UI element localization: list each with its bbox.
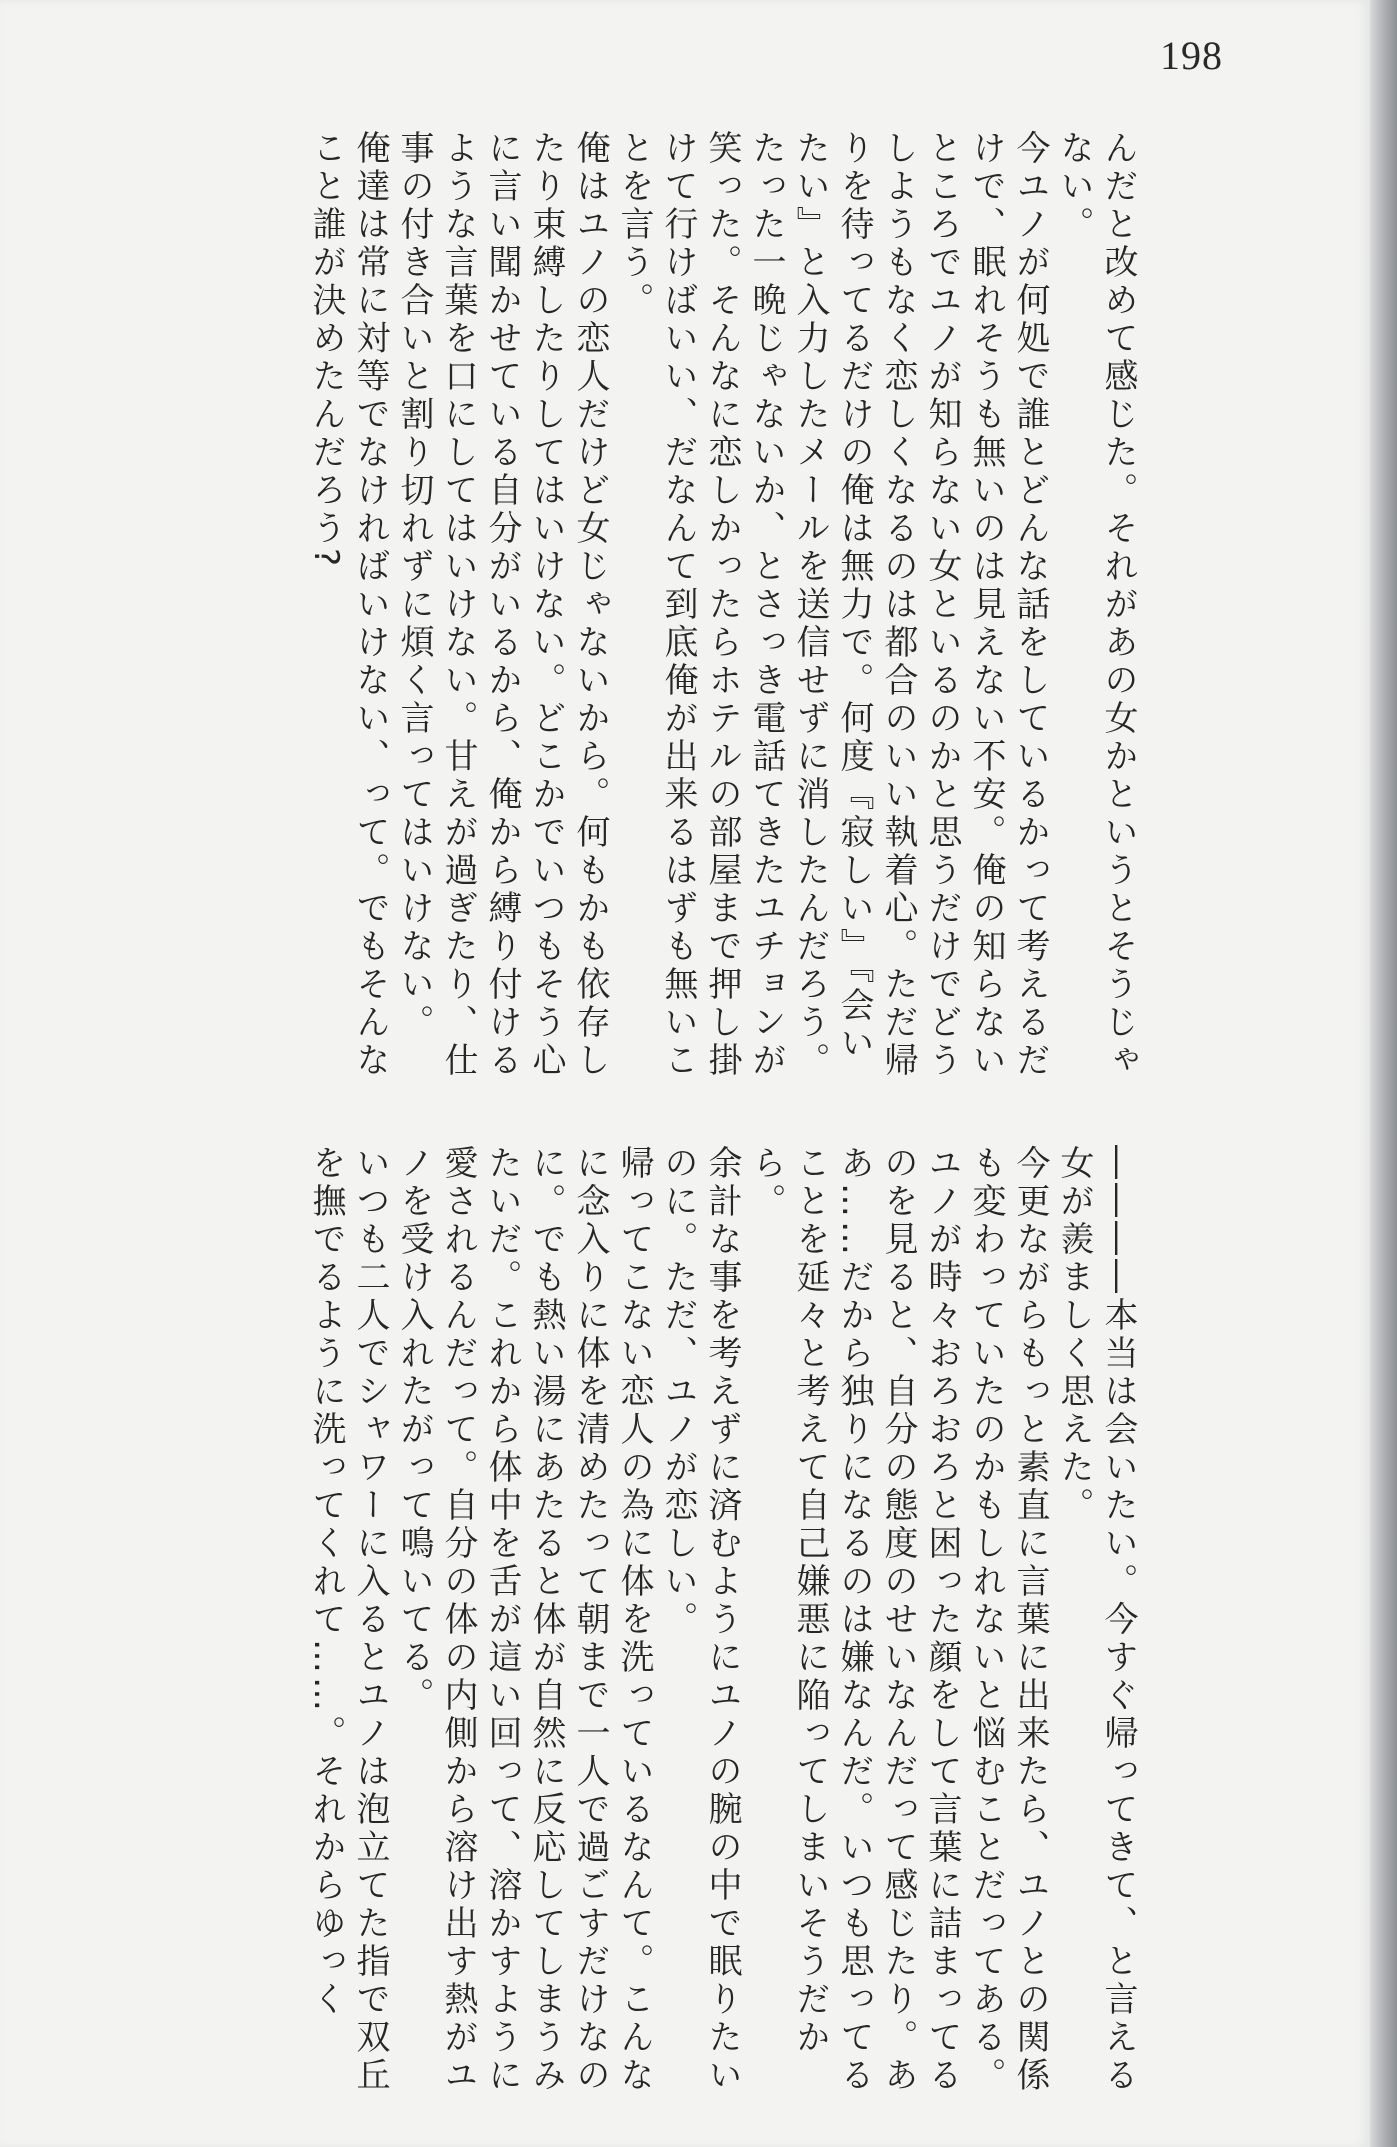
paragraph: いつも二人でシャワーに入るとユノは泡立てた指で双丘を撫でるように洗ってくれて……。それからゆっく [306, 1145, 390, 2095]
paragraph: 余計な事を考えずに済むようにユノの腕の中で眠りたいのに。ただ、ユノが恋しい。 [658, 1145, 742, 2095]
upper-text-block [140, 130, 1140, 1080]
paragraph: んだと改めて感じた。それがあの女かというとそうじゃない。 [1054, 130, 1138, 1080]
lower-text-block [140, 1145, 1140, 2105]
page-number: 198 [1160, 33, 1223, 78]
paragraph: 俺はユノの恋人だけど女じゃないから。何もかも依存したり束縛したりしてはいけない。どこかでいつもそう心に言い聞かせている自分がいるから、俺から縛り付けるような言葉を口にしてはいけない。甘えが過ぎたり、仕事の付き合いと割り切れずに煩く言ってはいけない。 [394, 130, 610, 1080]
paragraph: 今ユノが何処で誰とどんな話をしているかって考えるだけで、眠れそうも無いのは見えない不安。俺の知らないところでユノが知らない女といるのかと思うだけでどうしようもなく恋しくなるのは都合のいい執着心。ただ帰りを待ってるだけの俺は無力で。何度『寂しい』『会いたい』と入力したメールを送信せずに消したんだろう。たった一晩じゃないか、とさっき電話てきたユチョンが笑った。そんなに恋しかったらホテルの部屋まで押し掛けて行けばいい、だなんて到底俺が出来るはずも無いことを言う。 [614, 130, 1050, 1080]
paragraph: 帰ってこない恋人の為に体を洗っているなんて。こんなに念入りに体を清めたって朝まで一人で過ごすだけなのに。でも熱い湯にあたると体が自然に反応してしまうみたいだ。これから体中を舌が這い回って、溶かすように愛されるんだって。自分の体の内側から溶け出す熱がユノを受け入れたがって鳴いてる。 [394, 1145, 654, 2095]
paragraph: 俺達は常に対等でなければいけない、って。でもそんなこと誰が決めたんだろう? [306, 130, 390, 1080]
paragraph: 今更ながらもっと素直に言葉に出来たら、ユノとの関係も変わっていたのかもしれないと悩むことだってある。ユノが時々おろおろと困った顔をして言葉に詰まってるのを見ると、自分の態度のせいなんだって感じたり。ああ……だから独りになるのは嫌なんだ。いつも思ってることを延々と考えて自己嫌悪に陥ってしまいそうだから。 [746, 1145, 1050, 2095]
page-edge [1370, 0, 1397, 2147]
paragraph: ――――本当は会いたい。今すぐ帰ってきて、と言える女が羨ましく思えた。 [1054, 1145, 1138, 2095]
